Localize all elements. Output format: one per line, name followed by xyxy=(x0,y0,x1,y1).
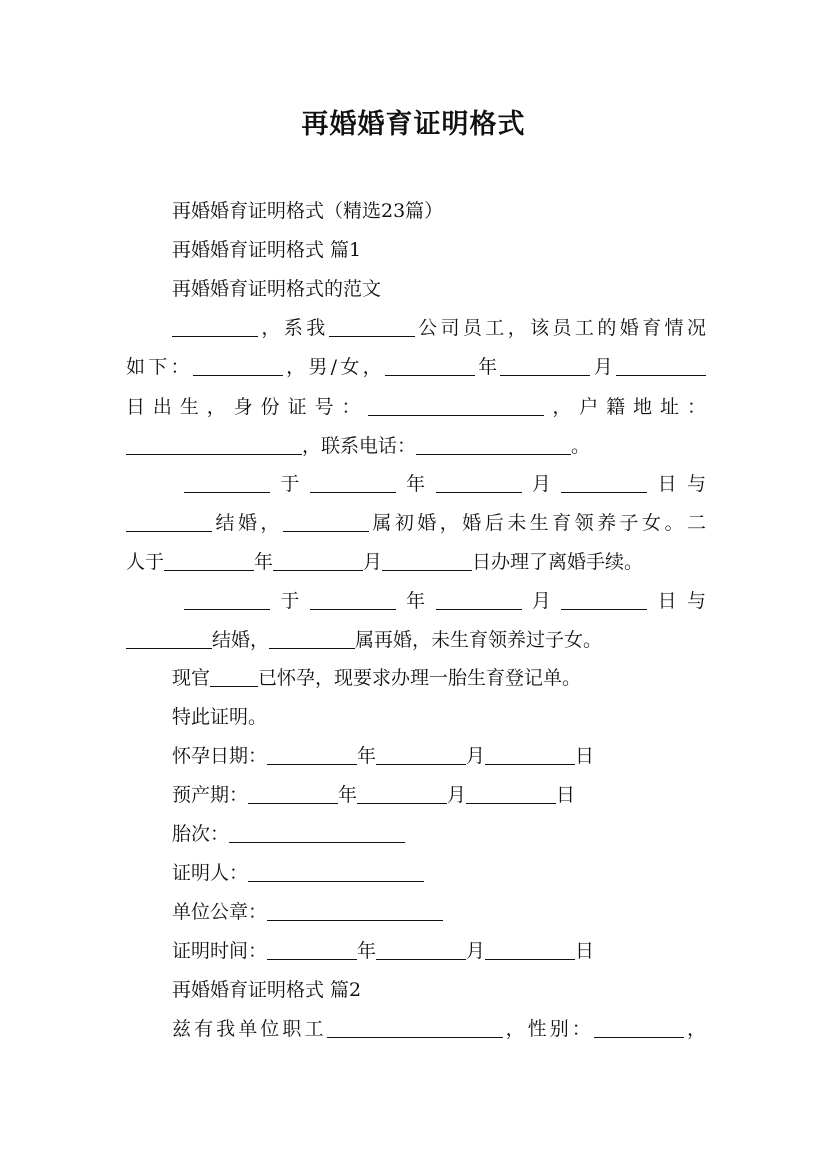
address-blank[interactable] xyxy=(126,436,302,455)
pregnancy-month-blank[interactable] xyxy=(376,746,466,765)
gender-blank[interactable] xyxy=(594,1019,684,1038)
cert-year-blank[interactable] xyxy=(267,941,357,960)
section2-para-line1: 兹有我单位职工 ，性别： ， xyxy=(172,1018,706,1040)
section1-heading: 再婚婚育证明格式 篇1 xyxy=(172,239,362,261)
due-day-blank[interactable] xyxy=(466,785,556,804)
remarriage-blank[interactable] xyxy=(269,630,355,649)
remarriage-day-blank[interactable] xyxy=(561,591,647,610)
due-year-blank[interactable] xyxy=(248,785,338,804)
divorce-day-blank[interactable] xyxy=(382,552,472,571)
para4: 现官 已怀孕，现要求办理一胎生育登记单。 xyxy=(172,667,582,689)
birth-month-blank[interactable] xyxy=(500,357,590,376)
page-title: 再婚婚育证明格式 xyxy=(301,109,526,140)
employee-blank[interactable] xyxy=(327,1019,503,1038)
spouse2-blank[interactable] xyxy=(126,630,212,649)
pregnancy-year-blank[interactable] xyxy=(267,746,357,765)
remarriage-month-blank[interactable] xyxy=(436,591,522,610)
intro-line: 再婚婚育证明格式（精选23篇） xyxy=(172,200,444,222)
para1-line3: 日出生，身份证号： ，户籍地址： xyxy=(126,396,706,418)
party2-blank[interactable] xyxy=(184,591,270,610)
pregnant-name-blank[interactable] xyxy=(210,668,258,687)
para1-line2: 如下： ，男/女， 年 月 xyxy=(126,354,706,380)
due-month-blank[interactable] xyxy=(357,785,447,804)
phone-blank[interactable] xyxy=(416,436,571,455)
para3-line1: 于 年 月 日与 xyxy=(126,588,706,614)
birth-order-blank[interactable] xyxy=(229,824,405,843)
birth-year-blank[interactable] xyxy=(385,357,475,376)
divorce-month-blank[interactable] xyxy=(273,552,363,571)
birth-day-blank[interactable] xyxy=(616,357,706,376)
seal-blank[interactable] xyxy=(267,902,443,921)
para3-line2: 结婚， 属再婚，未生育领养过子女。 xyxy=(126,627,706,653)
due-date-line: 预产期： 年 月 日 xyxy=(172,784,576,806)
name-blank[interactable] xyxy=(172,318,258,337)
name-blank-2[interactable] xyxy=(193,357,283,376)
para2-line3: 人于 年 月 日办理了离婚手续。 xyxy=(126,551,644,573)
company-blank[interactable] xyxy=(329,318,415,337)
cert-month-blank[interactable] xyxy=(376,941,466,960)
id-number-blank[interactable] xyxy=(368,397,544,416)
witness-blank[interactable] xyxy=(248,863,424,882)
para1-line4: ，联系电话： 。 xyxy=(126,433,706,459)
witness-line: 证明人： xyxy=(126,860,706,886)
section2-heading: 再婚婚育证明格式 篇2 xyxy=(172,979,362,1001)
para5: 特此证明。 xyxy=(172,706,268,728)
remarriage-year-blank[interactable] xyxy=(310,591,396,610)
cert-time-line: 证明时间： 年 月 日 xyxy=(172,940,595,962)
para2-line1: 于 年 月 日与 xyxy=(126,471,706,497)
divorce-year-blank[interactable] xyxy=(164,552,254,571)
section1-subheading: 再婚婚育证明格式的范文 xyxy=(172,278,382,300)
marriage-day-blank[interactable] xyxy=(561,474,647,493)
party-blank[interactable] xyxy=(184,474,270,493)
pregnancy-date-line: 怀孕日期： 年 月 日 xyxy=(172,745,595,767)
para1-line1: ，系我 公司员工，该员工的婚育情况 xyxy=(126,315,706,341)
first-marriage-blank[interactable] xyxy=(283,513,369,532)
birth-order-line: 胎次： xyxy=(126,821,706,847)
marriage-month-blank[interactable] xyxy=(436,474,522,493)
spouse-blank[interactable] xyxy=(126,513,212,532)
marriage-year-blank[interactable] xyxy=(310,474,396,493)
seal-line: 单位公章： xyxy=(126,899,706,925)
pregnancy-day-blank[interactable] xyxy=(485,746,575,765)
para2-line2: 结婚， 属初婚，婚后未生育领养子女。二 xyxy=(126,510,706,536)
cert-day-blank[interactable] xyxy=(485,941,575,960)
